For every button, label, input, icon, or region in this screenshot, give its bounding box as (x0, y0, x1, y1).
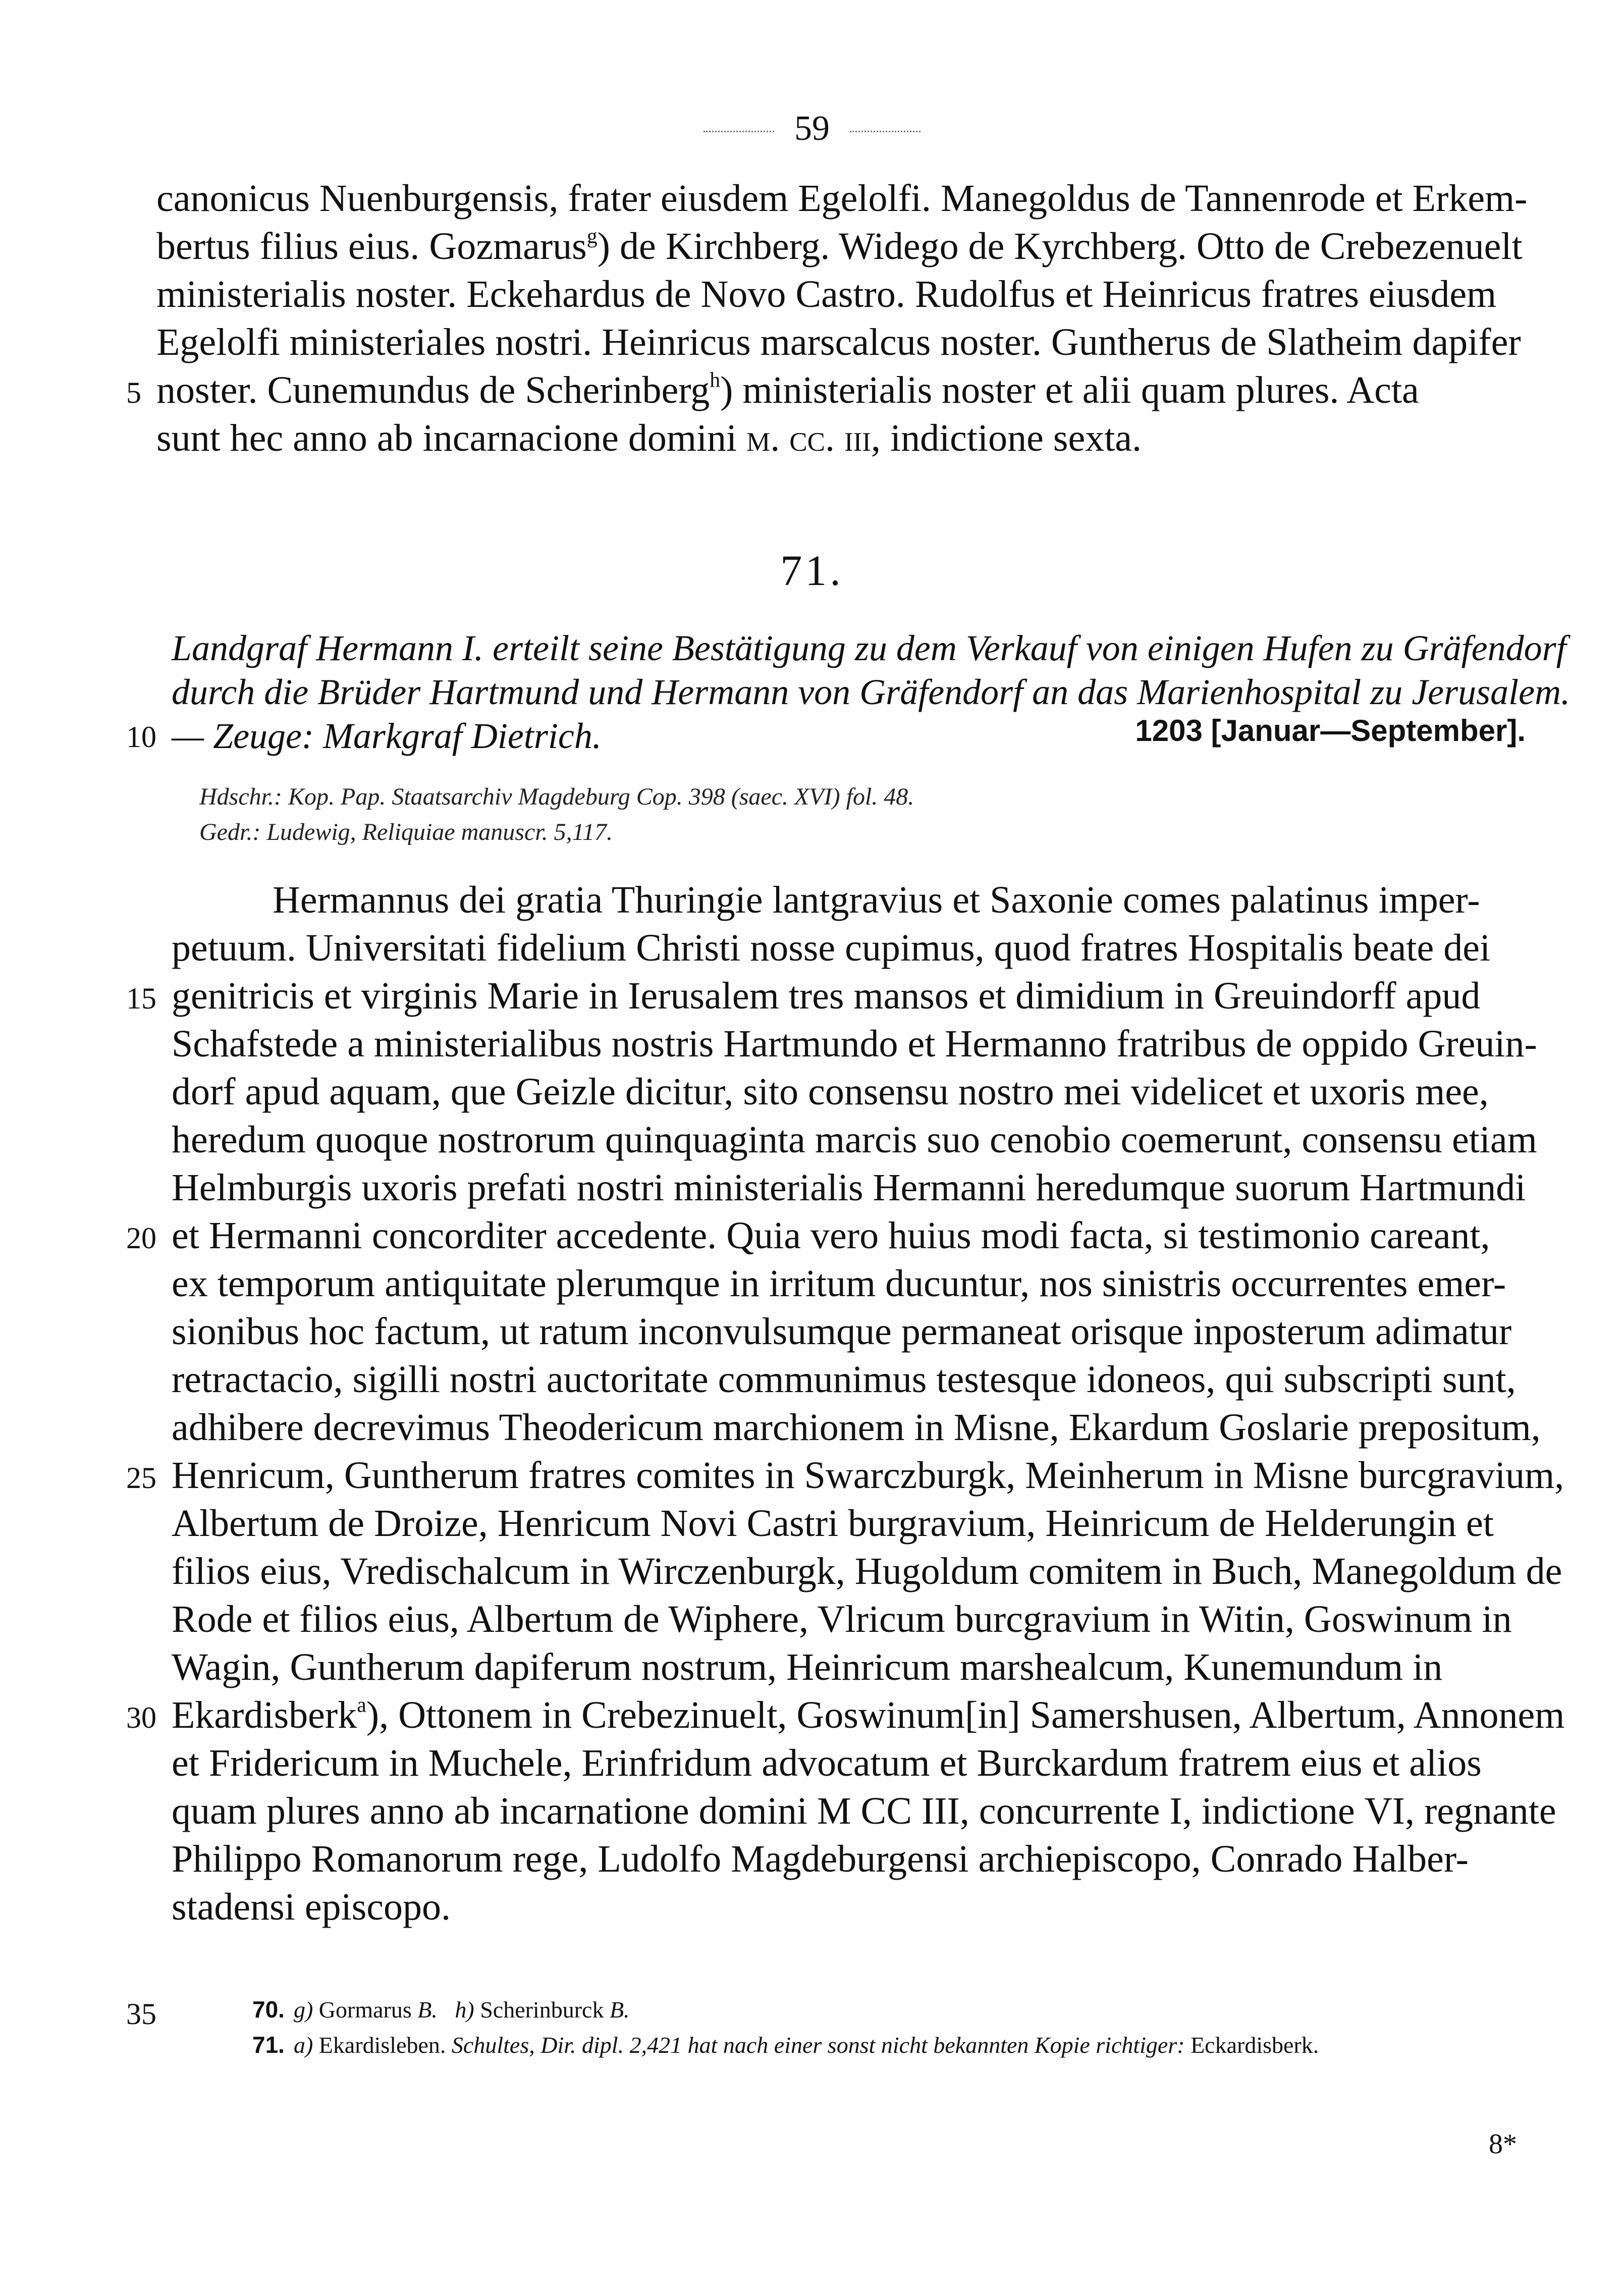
page-header (0, 109, 1624, 149)
body-line-3: genitricis et virginis Marie in Ierusalem tres mansos et dimidium in Greuindorff apud (172, 975, 1481, 1017)
body-line-20: quam plures anno ab incarnatione domini M CC III, concurrente I, indictione VI, regnante (172, 1790, 1556, 1832)
line-number-15: 15 (126, 982, 156, 1015)
document-date: 1203 [Januar—September]. (1135, 714, 1526, 748)
footnote-mark-a: a (357, 1693, 366, 1717)
prev-line-4: Egelolfi ministeriales nostri. Heinricus marscalcus noster. Guntherus de Slatheim dapifer (156, 321, 1521, 363)
footnote-71: 71. a) Ekardisleben. Schultes, Dir. dipl. 2,421 hat nach einer sonst nicht bekannten Kopie richtiger: Eckardisberk. (252, 2032, 1319, 2058)
body-line-2: petuum. Universitati fidelium Christi nosse cupimus, quod fratres Hospitalis beate dei (172, 927, 1491, 969)
header-rule-left (703, 131, 774, 132)
document-number: 71. (780, 546, 844, 595)
source-printed: Gedr.: Ludewig, Reliquiae manuscr. 5,117. (199, 819, 613, 845)
regest-line-3: — Zeuge: Markgraf Dietrich. (172, 716, 602, 756)
line-number-5: 5 (126, 376, 141, 409)
body-line-7: Helmburgis uxoris prefati nostri ministerialis Hermanni heredumque suorum Hartmundi (172, 1166, 1526, 1209)
footnote-mark-h: h (710, 368, 721, 392)
body-line-1: Hermannus dei gratia Thuringie lantgravius et Saxonie comes palatinus imper- (273, 879, 1480, 921)
source-manuscript: Hdschr.: Kop. Pap. Staatsarchiv Magdeburg Cop. 398 (saec. XVI) fol. 48. (199, 783, 914, 810)
footnote-70: 70. g) Gormarus B. h) Scherinburck B. (252, 1996, 630, 2023)
body-line-22: stadensi episcopo. (172, 1886, 451, 1928)
body-line-16: Rode et filios eius, Albertum de Wiphere, Vlricum burcgravium in Witin, Goswinum in (172, 1598, 1512, 1640)
line-number-20: 20 (126, 1221, 156, 1255)
body-line-4: Schafstede a ministerialibus nostris Hartmundo et Hermanno fratribus de oppido Greuin- (172, 1023, 1537, 1065)
line-number-30: 30 (126, 1701, 156, 1734)
body-line-19: et Fridericum in Muchele, Erinfridum advocatum et Burckardum fratrem eius et alios (172, 1742, 1482, 1784)
body-line-11: retractacio, sigilli nostri auctoritate communimus testesque idoneos, qui subscripti sunt, (172, 1358, 1516, 1401)
prev-line-5: noster. Cunemundus de Scherinberg$^h$) ministerialis noster et alii quam plures. Acta (156, 368, 1419, 411)
prev-line-1: canonicus Nuenburgensis, frater eiusdem Egelolfi. Manegoldus de Tannenrode et Erkem- (156, 177, 1528, 220)
body-line-17: Wagin, Guntherum dapiferum nostrum, Heinricum marshealcum, Kunemundum in (172, 1646, 1443, 1688)
regest-line-2: durch die Brüder Hartmund und Hermann von Gräfendorf an das Marienhospital zu Jerusalem. (172, 672, 1571, 712)
prev-line-6: sunt hec anno ab incarnacione domini m. cc. iii, indictione sexta. (156, 417, 1142, 459)
regest-line-1: Landgraf Hermann I. erteilt seine Bestätigung zu dem Verkauf von einigen Hufen zu Gräfendorf (172, 628, 1566, 668)
line-number-10: 10 (126, 720, 156, 754)
body-line-18: Ekardisberk$^a$), Ottonem in Crebezinuelt, Goswinum[in] Samershusen, Albertum, Annonem (172, 1693, 1565, 1736)
printer-signature: 8* (1489, 2129, 1517, 2160)
body-line-12: adhibere decrevimus Theodericum marchionem in Misne, Ekardum Goslarie prepositum, (172, 1406, 1541, 1449)
body-line-5: dorf apud aquam, que Geizle dicitur, sito consensu nostro mei videlicet et uxoris mee, (172, 1071, 1489, 1113)
prev-line-2: bertus filius eius. Gozmarus$^g$) de Kirchberg. Widego de Kyrchberg. Otto de Crebezenuelt (156, 225, 1523, 268)
page-number: 59 (794, 109, 830, 148)
body-line-10: sionibus hoc factum, ut ratum inconvulsumque permaneat orisque inposterum adimatur (172, 1310, 1512, 1353)
line-number-25: 25 (126, 1461, 156, 1495)
prev-line-3: ministerialis noster. Eckehardus de Novo Castro. Rudolfus et Heinricus fratres eiusdem (156, 273, 1497, 315)
header-rule-right (850, 131, 921, 132)
body-line-15: filios eius, Vredischalcum in Wirczenburgk, Hugoldum comitem in Buch, Manegoldum de (172, 1550, 1562, 1592)
body-line-6: heredum quoque nostrorum quinquaginta marcis suo cenobio coemerunt, consensu etiam (172, 1119, 1537, 1161)
footnote-mark-g: g (586, 225, 598, 248)
line-number-35: 35 (126, 1997, 156, 2031)
body-line-8: et Hermanni concorditer accedente. Quia vero huius modi facta, si testimonio careant, (172, 1214, 1490, 1257)
body-line-13: Henricum, Guntherum fratres comites in Swarczburgk, Meinherum in Misne burcgravium, (172, 1454, 1564, 1497)
body-line-9: ex temporum antiquitate plerumque in irritum ducuntur, nos sinistris occurrentes emer- (172, 1262, 1506, 1305)
body-line-21: Philippo Romanorum rege, Ludolfo Magdeburgensi archiepiscopo, Conrado Halber- (172, 1838, 1469, 1880)
body-line-14: Albertum de Droize, Henricum Novi Castri burgravium, Heinricum de Helderungin et (172, 1502, 1494, 1545)
